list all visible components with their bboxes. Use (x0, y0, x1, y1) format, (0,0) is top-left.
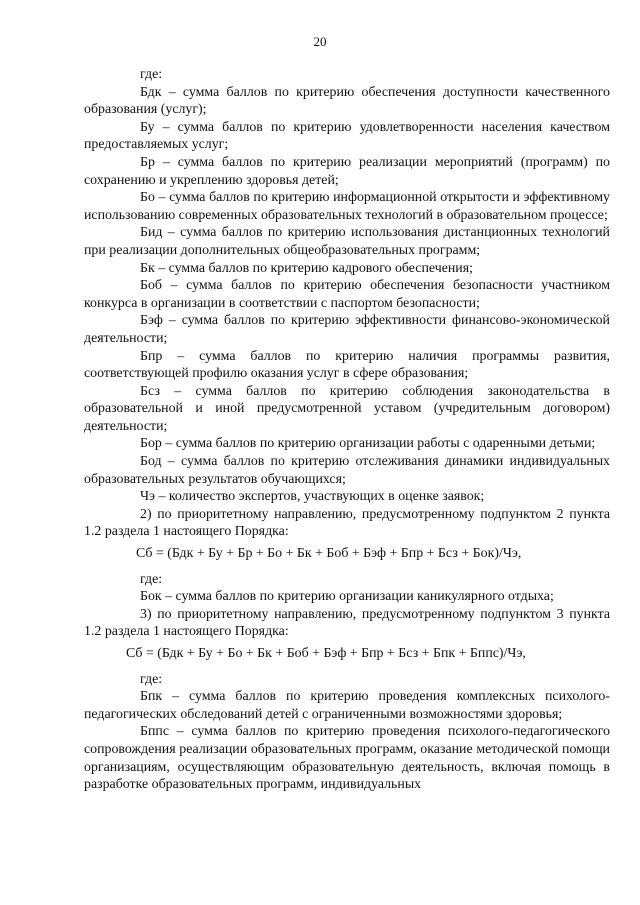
definition-bob: Боб – сумма баллов по критерию обеспечения безопасности участником конкурса в организации в соответствии с паспортом безопасности; (84, 278, 610, 311)
where-label: где: (140, 571, 163, 587)
formula-sb-item-2: Сб = (Бдк + Бу + Бр + Бо + Бк + Боб + Бэф + Бпр + Бсз + Бок)/Чэ, (136, 546, 522, 562)
item-3-paragraph: 3) по приоритетному направлению, предусмотренному подпунктом 3 пункта 1.2 раздела 1 настоящего Порядка: (84, 606, 610, 640)
definition-bpr: Бпр – сумма баллов по критерию наличия программы развития, соответствующей профилю оказания услуг в сфере образования; (84, 348, 610, 382)
definition-bok: Бок – сумма баллов по критерию организации каникулярного отдыха; (140, 589, 554, 605)
formula-sb-item-3: Сб = (Бдк + Бу + Бо + Бк + Боб + Бэф + Бпр + Бсз + Бпк + Бппс)/Чэ, (126, 646, 526, 661)
definition-che: Чэ – количество экспертов, участвующих в оценке заявок; (140, 489, 485, 505)
definition-bk: Бк – сумма баллов по критерию кадрового обеспечения; (140, 260, 473, 276)
page-number: 20 (313, 34, 327, 49)
definition-bef: Бэф – сумма баллов по критерию эффективности финансово-экономической деятельности; (84, 313, 610, 346)
definition-bpk: Бпк – сумма баллов по критерию проведения комплексных психолого-педагогических обследований детей с ограниченными возможностями здоровья; (84, 689, 610, 722)
definition-bod: Бод – сумма баллов по критерию отслеживания динамики индивидуальных образовательных результатов обучающихся; (84, 454, 610, 487)
definition-bor: Бор – сумма баллов по критерию организации работы с одаренными детьми; (140, 436, 596, 452)
where-label: где: (140, 67, 163, 82)
definition-bpps: Бппс – сумма баллов по критерию проведения психолого-педагогического сопровождения реализации образовательных программ, оказание методической помощи организациям, осуществляющим образовательную деятельность, включая помощь в разработке образовательных программ, индивидуальных (84, 724, 610, 793)
definition-bdk: Бдк – сумма баллов по критерию обеспечения доступности качественного образования (услуг); (84, 84, 610, 118)
item-2-paragraph: 2) по приоритетному направлению, предусмотренному подпунктом 2 пункта 1.2 раздела 1 настоящего Порядка: (84, 506, 610, 540)
where-label: где: (140, 671, 163, 687)
definition-bu: Бу – сумма баллов по критерию удовлетворенности населения качеством предоставляемых услуг; (84, 119, 610, 153)
document-body (84, 66, 610, 794)
definition-br: Бр – сумма баллов по критерию реализации мероприятий (программ) по сохранению и укреплению здоровья детей; (84, 154, 610, 188)
definition-bid: Бид – сумма баллов по критерию использования дистанционных технологий при реализации дополнительных общеобразовательных программ; (84, 225, 610, 258)
definition-bsz: Бсз – сумма баллов по критерию соблюдения законодательства в образовательной и иной предусмотренной уставом (учредительным договором) деятельности; (84, 383, 610, 434)
definition-bo: Бо – сумма баллов по критерию информационной открытости и эффективному использованию современных образовательных технологий в образовательном процессе; (84, 190, 610, 223)
